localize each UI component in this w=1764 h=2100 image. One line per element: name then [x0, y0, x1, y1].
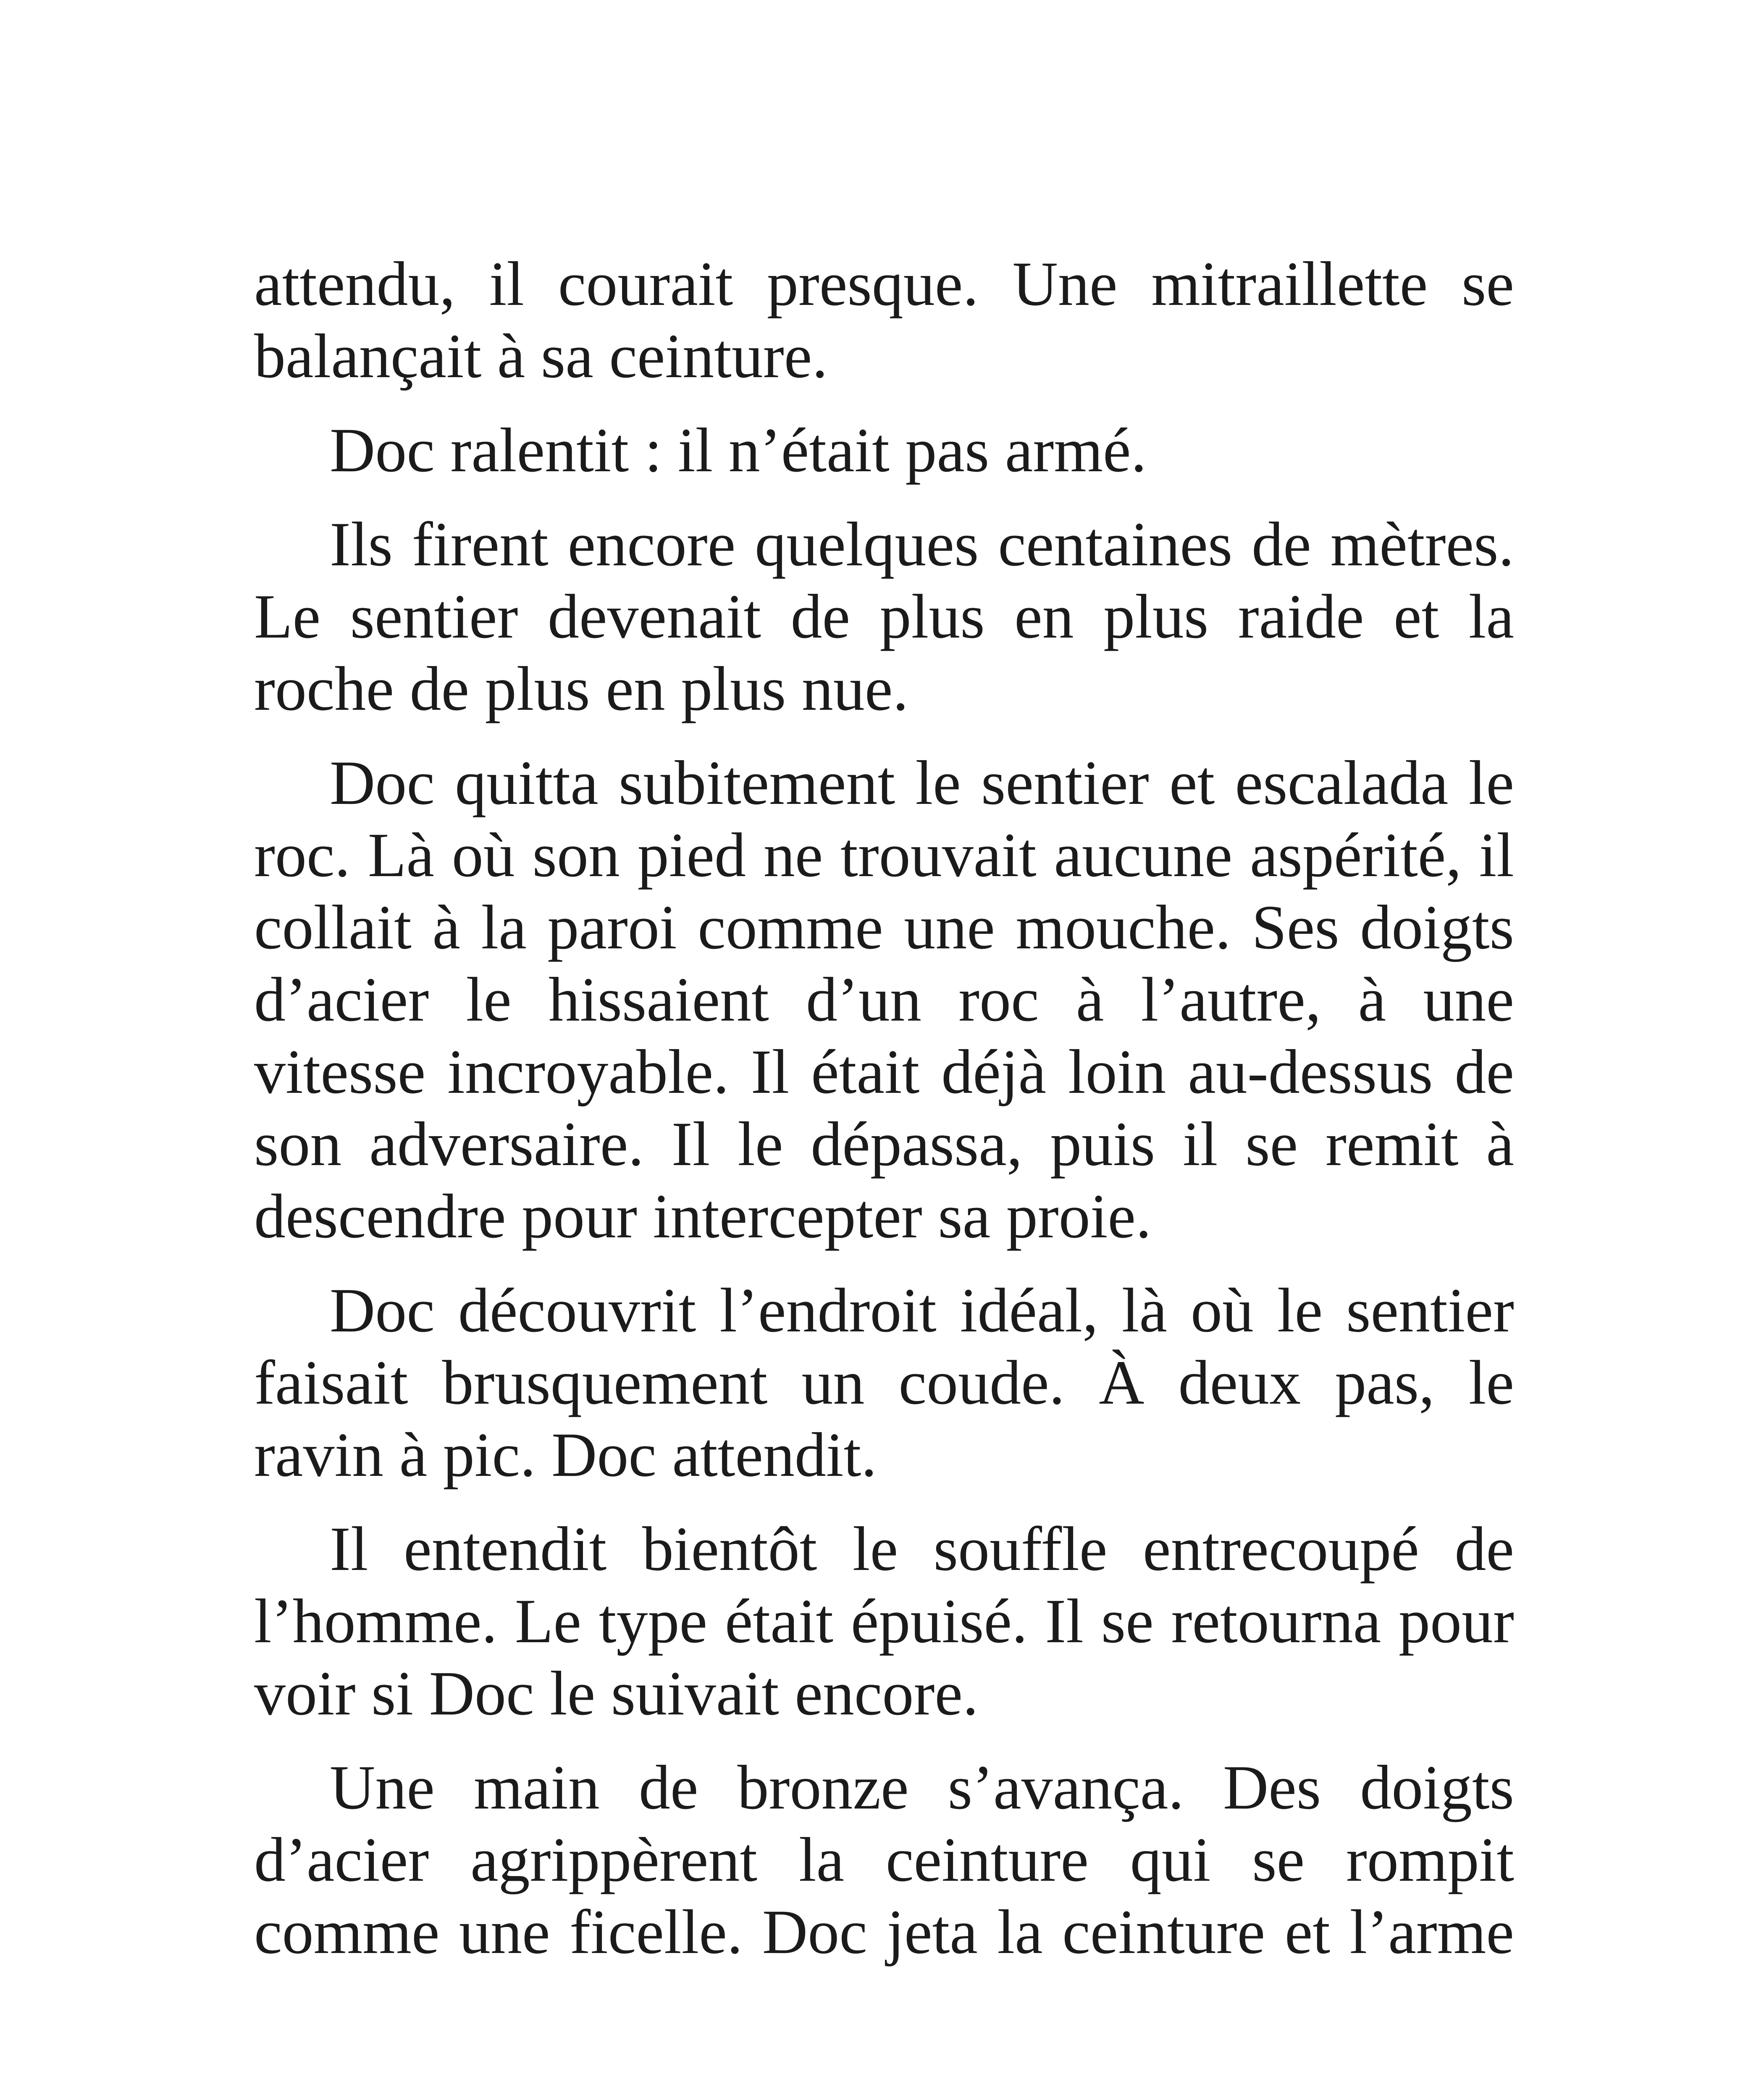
- paragraph-2: Doc ralentit : il n’était pas armé.: [330, 415, 1147, 485]
- paragraph-6: Il entendit bientôt le souffle entrecoupé de l’homme. Le type était épuisé. Il se retourna pour voir si Doc le suivait encore.: [254, 1514, 1514, 1728]
- paragraph-3: Ils firent encore quelques centaines de mètres. Le sentier devenait de plus en plus raide et la roche de plus en plus nue.: [254, 509, 1514, 724]
- paragraph-1: attendu, il courait presque. Une mitraillette se balançait à sa ceinture.: [254, 249, 1514, 391]
- page-body-text: [254, 248, 1514, 1990]
- paragraph-7: Une main de bronze s’avança. Des doigts d’acier agrippèrent la ceinture qui se rompit comme une ficelle. Doc jeta la ceinture et l’arme: [254, 1753, 1514, 1967]
- paragraph-5: Doc découvrit l’endroit idéal, là où le sentier faisait brusquement un coude. À deux pas, le ravin à pic. Doc attendit.: [254, 1276, 1514, 1490]
- paragraph-4: Doc quitta subitement le sentier et escalada le roc. Là où son pied ne trouvait aucune aspérité, il collait à la paroi comme une mouche. Ses doigts d’acier le hissaient d’un roc à l’autre, à une vitesse incroyable. Il était déjà loin au-dessus de son adversaire. Il le dépassa, puis il se remit à descendre pour intercepter sa proie.: [254, 748, 1514, 1251]
